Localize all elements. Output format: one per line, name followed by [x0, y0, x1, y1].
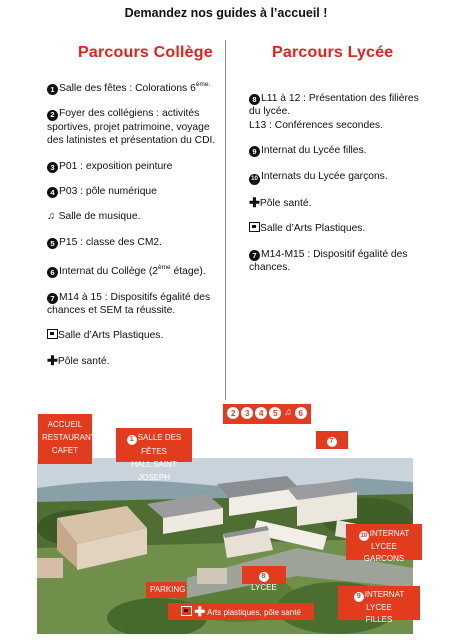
college-item-4: 4 P03 : pôle numérique [47, 185, 225, 198]
lycee-item-8: 8 L11 à 12 : Présentation des filières du lycée. L13 : Conférences secondes. [249, 93, 419, 131]
cross-icon: ✚ [47, 352, 58, 368]
college-title: Parcours Collège [78, 44, 213, 61]
label-lycee: 8LYCEE [242, 566, 286, 584]
number-2-icon: 2 [47, 110, 58, 121]
number-5-icon: 5 [269, 407, 281, 419]
number-3-icon: 3 [241, 407, 253, 419]
number-7-icon: 7 [47, 293, 58, 304]
label-arts-plastiques: ✚ Arts plastiques, pôle santé [168, 603, 314, 620]
lycee-title: Parcours Lycée [272, 44, 394, 61]
college-list [47, 78, 225, 380]
college-item-music: ♫ Salle de musique. [47, 211, 141, 223]
number-10-icon: 10 [360, 533, 368, 539]
college-item-sante: ✚Pôle santé. [47, 352, 110, 368]
college-item-6: 6 Internat du Collège (2ème étage). [47, 261, 225, 278]
college-item-1: 1 Salle des fêtes : Colorations $6^{ème.}$ [47, 78, 225, 95]
column-divider [225, 40, 226, 400]
number-6-icon: 6 [47, 267, 58, 278]
cross-icon: ✚ [249, 194, 260, 210]
lycee-item-9: 9 Internat du Lycée filles. [249, 144, 429, 157]
number-1-icon: 1 [47, 84, 58, 95]
number-3-icon: 3 [47, 162, 58, 173]
lycee-list [249, 92, 429, 286]
college-item-3: 3 P01 : exposition peinture [47, 160, 225, 173]
label-salle-des-fetes: 1 SALLE DES FÊTES HALL SAINT JOSEPH [116, 428, 192, 462]
page-header: Demandez nos guides à l’accueil ! [124, 6, 328, 20]
picture-frame-icon [181, 606, 192, 616]
music-note-icon: ♫ [284, 407, 292, 418]
music-note-icon: ♫ [47, 211, 55, 223]
lycee-item-10: 10 Internats du Lycée garçons. [249, 170, 429, 185]
label-internat-lycee-garcons: 10 INTERNAT LYCEE GARCONS [346, 524, 422, 560]
number-5-icon: 5 [47, 238, 58, 249]
label-accueil: ACCUEIL RESTAURANT CAFET [38, 414, 92, 464]
number-9-icon: 9 [249, 146, 260, 157]
lycee-item-7: 7 M14-M15 : Dispositif égalité des chances. [249, 248, 408, 274]
number-6-icon: 6 [295, 407, 307, 419]
lycee-item-sante: ✚Pôle santé. [249, 194, 312, 210]
college-item-2: 2 Foyer des collégiens : activités sportives, projet patrimoine, voyage des latinistes et présentation du CDI. [47, 108, 216, 147]
label-edc: 7EDC [316, 431, 348, 449]
number-4-icon: 4 [47, 187, 58, 198]
label-internat-lycee-filles: 9 INTERNAT LYCEE FILLES [338, 586, 420, 620]
number-8-icon: 8 [249, 94, 260, 105]
picture-frame-icon [249, 222, 260, 232]
cross-icon: ✚ [194, 604, 206, 619]
college-item-5: 5 P15 : classe des CM2. [47, 236, 225, 249]
college-item-arts: Salle d’Arts Plastiques. [47, 329, 225, 342]
number-10-icon: 10 [249, 174, 260, 185]
number-7-icon: 7 [327, 437, 337, 447]
lycee-item-arts: Salle d’Arts Plastiques. [249, 222, 429, 235]
number-8-icon: 8 [259, 572, 269, 582]
college-item-7: 7 M14 à 15 : Dispositifs égalité des chances et SEM ta réussite. [47, 291, 211, 317]
label-numbers-2-to-6 [223, 404, 311, 424]
label-parking: PARKING [146, 582, 186, 598]
number-1-icon: 1 [127, 435, 137, 445]
number-4-icon: 4 [255, 407, 267, 419]
number-2-icon: 2 [227, 407, 239, 419]
number-7-icon: 7 [249, 250, 260, 261]
picture-frame-icon [47, 329, 58, 339]
number-9-icon: 9 [354, 592, 364, 602]
